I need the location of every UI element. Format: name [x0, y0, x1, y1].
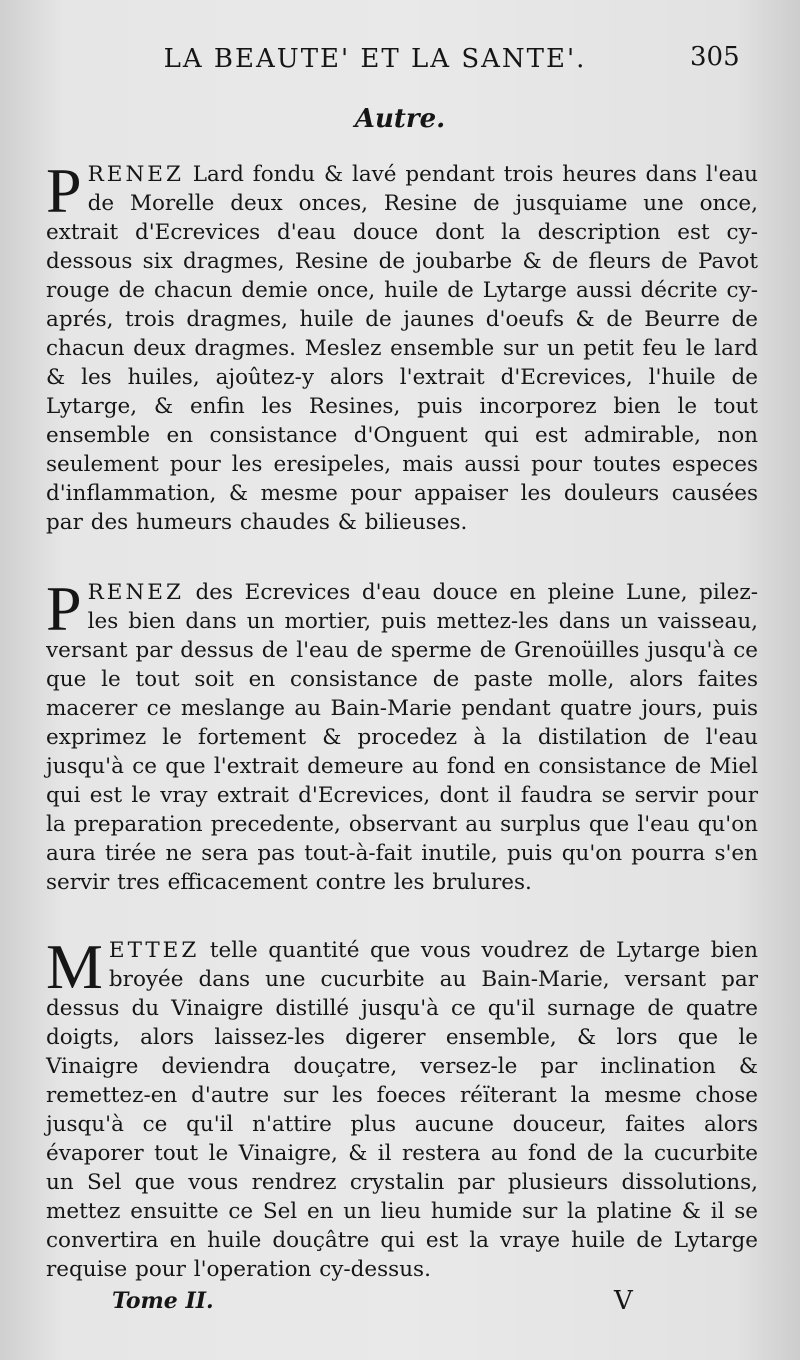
paragraph-recipe-3	[46, 931, 758, 1284]
section-heading: Autre.	[354, 104, 446, 134]
drop-cap: P	[46, 155, 82, 226]
paragraph-text: des Ecrevices d'eau douce en pleine Lune, pilez-les bien dans un mortier, puis mettez-les dans un vaisseau, versant par dessus de l'eau de sperme de Grenoüilles jusqu'à ce que le tout soit en consistance de paste molle, alors faites macerer ce meslange au Bain-Marie pendant quatre jours, puis exprimez le fortement & procedez à la distilation de l'eau jusqu'à ce que l'extrait demeure au fond en consistance de Miel qui est le vray extrait d'Ecrevices, dont il faudra se servir pour la preparation precedente, observant au surplus que l'eau qu'on aura tirée ne sera pas tout-à-fait inutile, puis qu'on pourra s'en servir tres efficacement contre les brulures.	[46, 580, 758, 895]
paragraph-text: Lard fondu & lavé pendant trois heures dans l'eau de Morelle deux onces, Resine de jusquiame une once, extrait d'Ecrevices d'eau douce dont la description est cy-dessous six dragmes, Resine de joubarbe & de fleurs de Pavot rouge de chacun demie once, huile de Lytarge aussi décrite cy-aprés, trois dragmes, huile de jaunes d'oeufs & de Beurre de chacun deux dragmes. Meslez ensemble sur un petit feu le lard & les huiles, ajoûtez-y alors l'extrait d'Ecrevices, l'huile de Lytarge, & enfin les Resines, puis incorporez bien le tout ensemble en consistance d'Onguent qui est admirable, non seulement pour les eresipeles, mais aussi pour toutes especes d'inflammation, & mesme pour appaiser les douleurs causées par des humeurs chaudes & bilieuses.	[46, 162, 758, 535]
lead-word: RENEZ	[87, 580, 184, 605]
lead-word: ETTEZ	[108, 938, 200, 963]
paragraph-recipe-1	[46, 155, 758, 537]
drop-cap: P	[46, 573, 82, 644]
running-title: LA BEAUTE' ET LA SANTE'.	[163, 44, 587, 74]
page-number: 305	[690, 42, 740, 72]
catchword: V	[614, 1286, 633, 1316]
drop-cap: M	[46, 931, 103, 1002]
lead-word: RENEZ	[87, 162, 184, 187]
signature-mark: Tome II.	[112, 1288, 214, 1314]
paragraph-text: telle quantité que vous voudrez de Lytarge bien broyée dans une cucurbite au Bain-Marie, versant par dessus du Vinaigre distillé jusqu'à ce qu'il surnage de quatre doigts, alors laissez-les digerer ensemble, & lors que le Vinaigre deviendra douçatre, versez-le par inclination & remettez-en d'autre sur les foeces réïterant la mesme chose jusqu'à ce qu'il n'attire plus aucune douceur, faites alors évaporer tout le Vinaigre, & il restera au fond de la cucurbite un Sel que vous rendrez crystalin par plusieurs dissolutions, mettez ensuitte ce Sel en un lieu humide sur la platine & il se convertira en huile douçâtre qui est la vraye huile de Lytarge requise pour l'operation cy-dessus.	[46, 938, 758, 1282]
paragraph-recipe-2	[46, 573, 758, 897]
